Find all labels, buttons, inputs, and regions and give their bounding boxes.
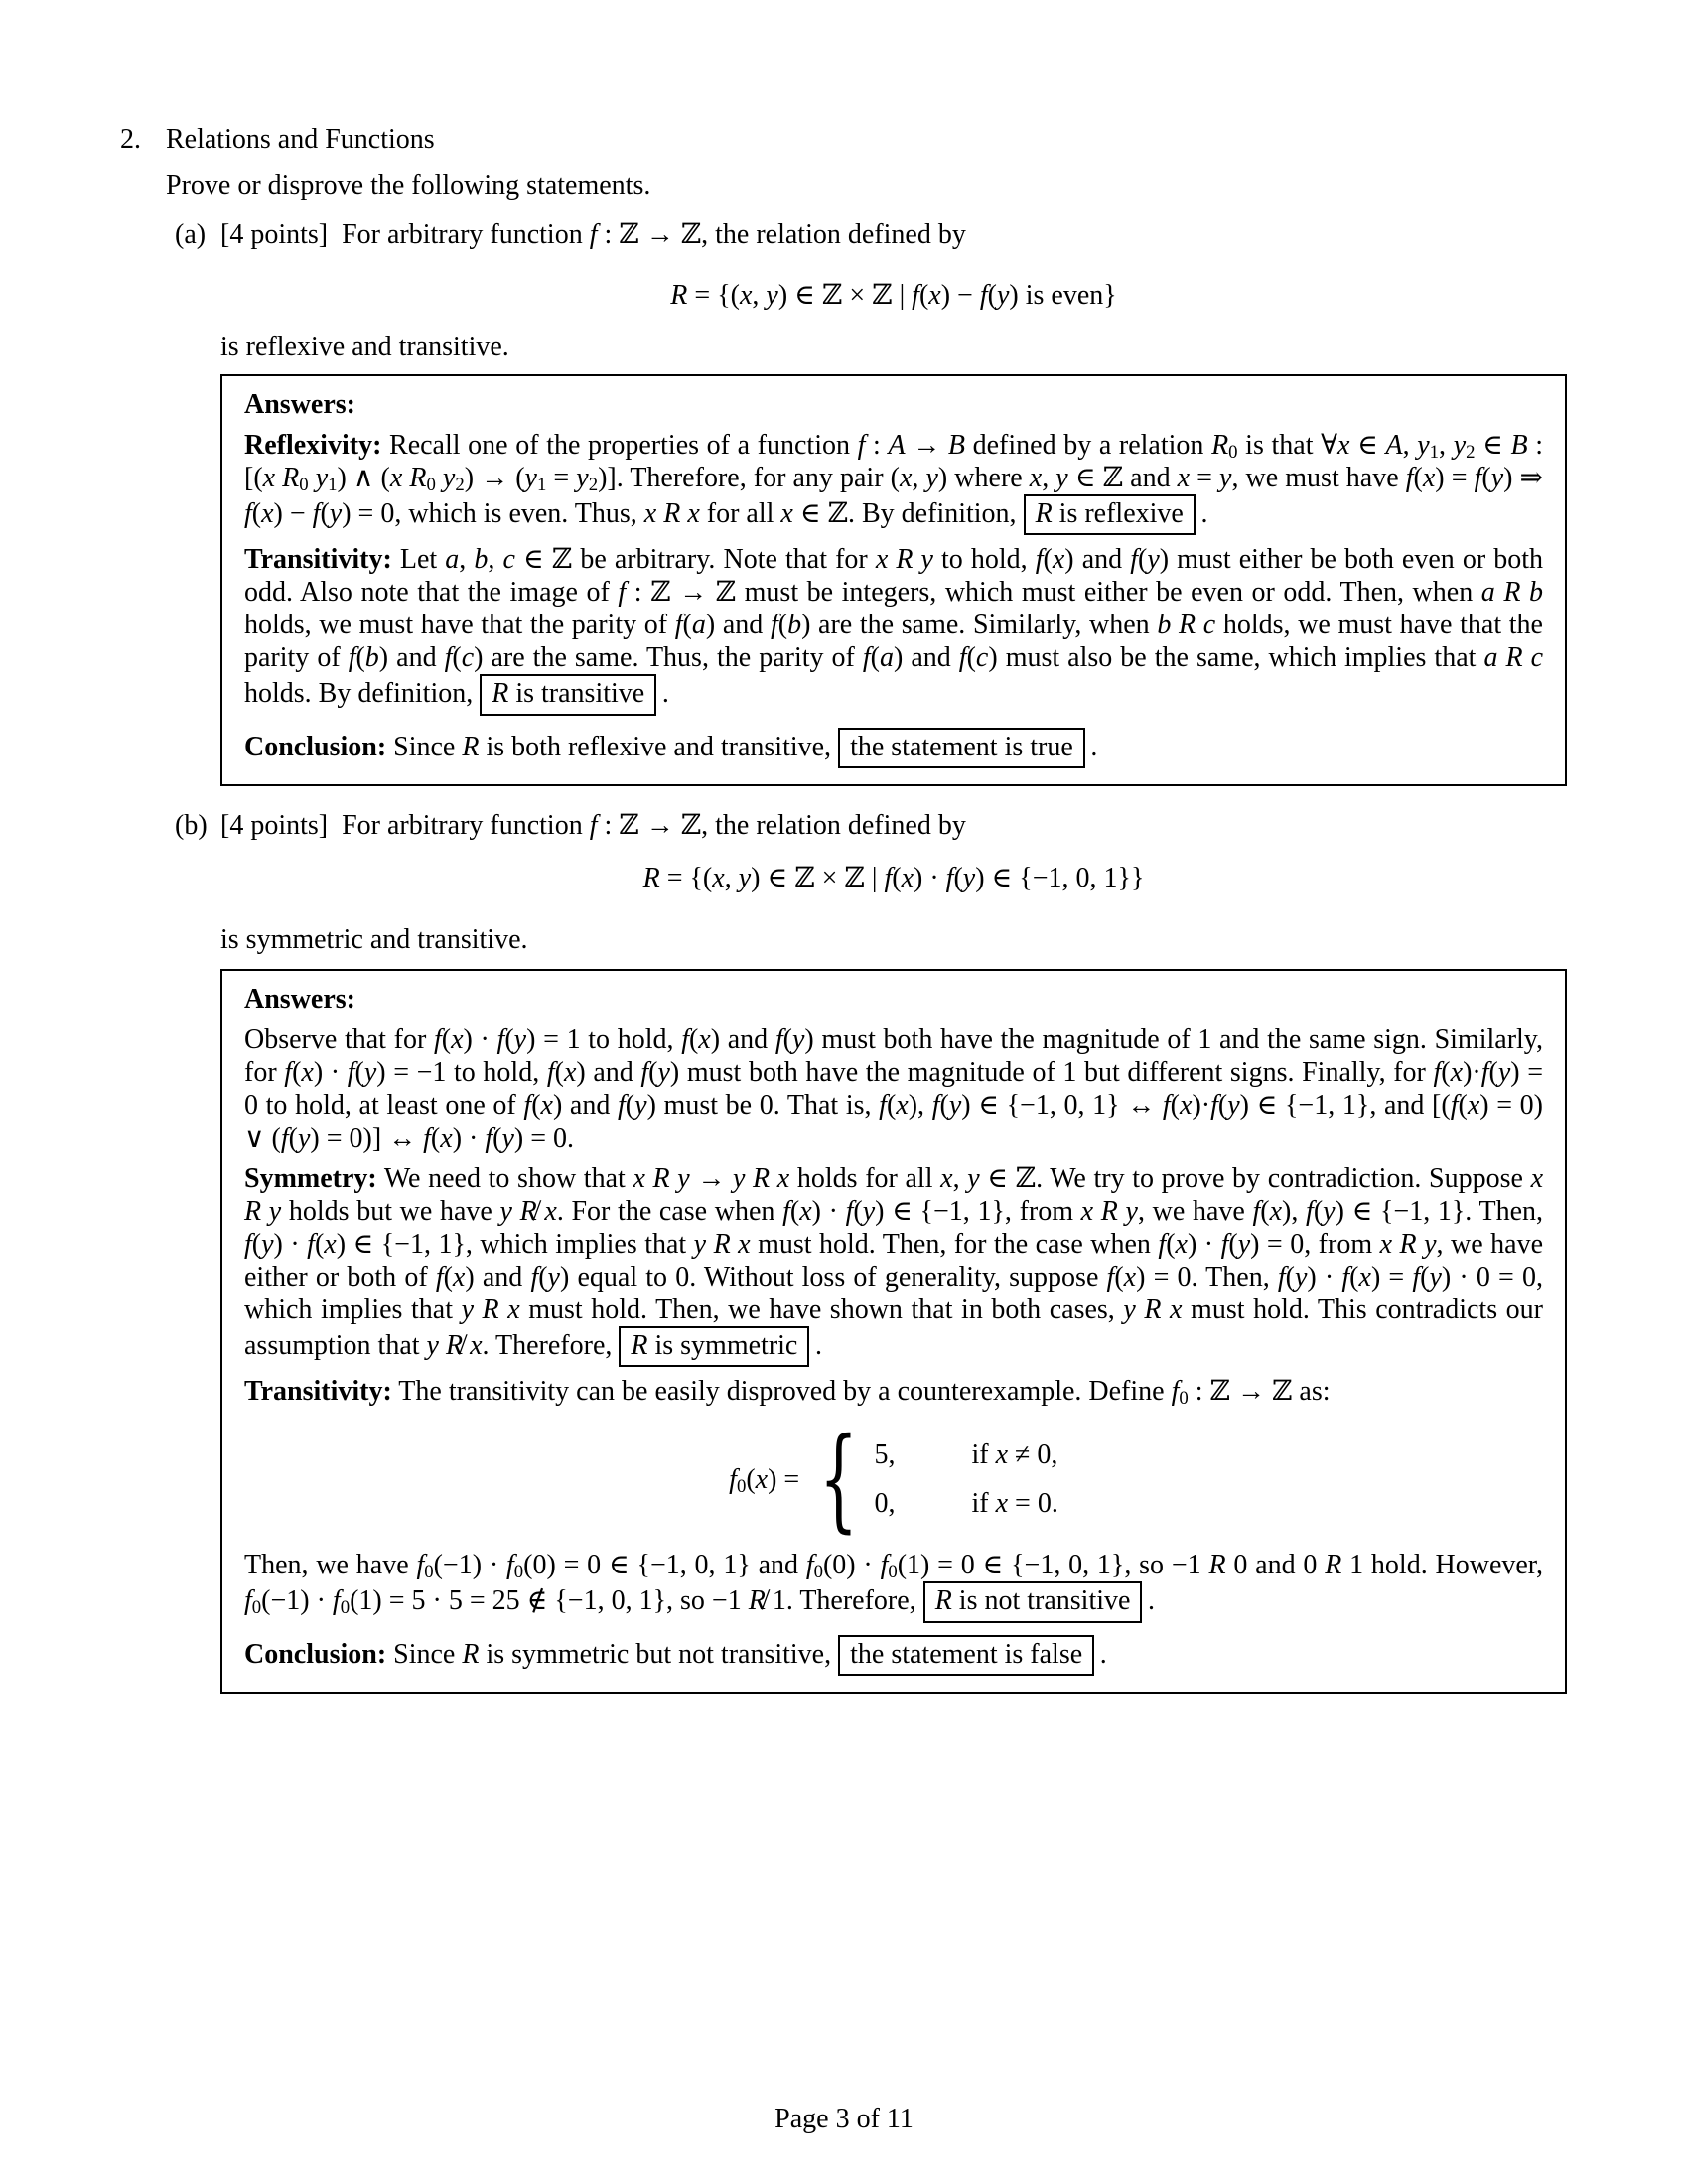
part-a-relation-equation: R = {(x, y) ∈ ℤ × ℤ | f(x) − f(y) is even}	[670, 280, 1117, 311]
part-b-conclusion-paragraph: Conclusion: Since R is symmetric but not transitive, the statement is false .	[244, 1635, 1543, 1676]
part-b-relation-equation: R = {(x, y) ∈ ℤ × ℤ | f(x) · f(y) ∈ {−1, 0, 1}}	[642, 863, 1145, 893]
left-brace-glyph: {	[819, 1415, 859, 1545]
problem-intro: Prove or disprove the following statements.	[166, 170, 651, 201]
part-b-symmetry-paragraph: Symmetry: We need to show that x R y → y R x holds for all x, y ∈ ℤ. We try to prove by contradiction. Suppose x R y holds but we have y R̸ x. For the case when f(x) · f(y) ∈ {−1, 1}, from x R y, we have f(x), f(y) ∈ {−1, 1}. Then, f(y) · f(x) ∈ {−1, 1}, which implies that y R x must hold. Then, for the case when f(x) · f(y) = 0, from x R y, we have either or both of f(x) and f(y) equal to 0. Without loss of generality, suppose f(x) = 0. Then, f(y) · f(x) = f(y) · 0 = 0, which implies that y R x must hold. Then, we have shown that in both cases, y R x must hold. This contradicts our assumption that y R̸ x. Therefore, R is symmetric .	[244, 1162, 1543, 1367]
part-a-label: (a)	[175, 219, 207, 250]
part-b-statement: [4 points] For arbitrary function f : ℤ → ℤ, the relation defined by	[220, 810, 966, 841]
boxed-answer-statement-true: the statement is true	[838, 728, 1085, 768]
page-number: Page 3 of 11	[774, 2104, 914, 2134]
problem-number: 2.	[120, 124, 141, 155]
piecewise-function-definition	[244, 1415, 1543, 1545]
problem-title: Relations and Functions	[166, 124, 435, 155]
part-a-transitivity-paragraph: Transitivity: Let a, b, c ∈ ℤ be arbitrary. Note that for x R y to hold, f(x) and f(y) must either be both even or both odd. Also note that the image of f : ℤ → ℤ must be integers, which must either be even or odd. Then, when a R b holds, we must have that the parity of f(a) and f(b) are the same. Similarly, when b R c holds, we must have that the parity of f(b) and f(c) are the same. Thus, the parity of f(a) and f(c) must also be the same, which implies that a R c holds. By definition, R is transitive .	[244, 543, 1543, 715]
piecewise-case-row	[874, 1438, 1057, 1472]
boxed-answer-not-transitive: R is not transitive	[923, 1581, 1143, 1622]
part-b-transitivity-paragraph: Transitivity: The transitivity can be easily disproved by a counterexample. Define $f_0$ : ℤ → ℤ as:	[244, 1376, 1331, 1410]
case-1-condition: if x ≠ 0,	[971, 1438, 1058, 1470]
part-a-property-line: is reflexive and transitive.	[220, 332, 509, 362]
boxed-answer-statement-false: the statement is false	[838, 1635, 1094, 1676]
part-a-statement: [4 points] For arbitrary function f : ℤ → ℤ, the relation defined by	[220, 219, 966, 250]
piecewise-case-row	[874, 1487, 1057, 1521]
part-a-answers-heading: Answers:	[244, 389, 355, 420]
part-a-answer-box	[220, 374, 1567, 786]
boxed-answer-transitive: R is transitive	[480, 674, 656, 715]
part-b-statement-line	[175, 809, 1569, 842]
piecewise-cases	[874, 1438, 1057, 1521]
part-b-answer-box	[220, 969, 1567, 1694]
boxed-answer-symmetric: R is symmetric	[619, 1326, 809, 1367]
case-2-value: 0,	[874, 1487, 896, 1519]
part-a-statement-line	[175, 218, 1569, 251]
piecewise-lhs: $f_0(x)$ =	[729, 1463, 800, 1497]
part-b-observe-paragraph: Observe that for f(x) · f(y) = 1 to hold, f(x) and f(y) must both have the magnitude of 1 and the same sign. Similarly, for f(x) · f(y) = −1 to hold, f(x) and f(y) must both have the magnitude of 1 but different signs. Finally, for f(x)·f(y) = 0 to hold, at least one of f(x) and f(y) must be 0. That is, f(x), f(y) ∈ {−1, 0, 1} ↔ f(x)·f(y) ∈ {−1, 1}, and [(f(x) = 0) ∨ (f(y) = 0)] ↔ f(x) · f(y) = 0.	[244, 1024, 1543, 1154]
case-1-value: 5,	[874, 1438, 896, 1470]
part-a-conclusion-paragraph: Conclusion: Since R is both reflexive and transitive, the statement is true .	[244, 728, 1543, 768]
part-b-label: (b)	[175, 810, 208, 841]
part-b-answers-heading: Answers:	[244, 984, 355, 1015]
case-2-condition: if x = 0.	[971, 1487, 1058, 1519]
part-a-reflexivity-paragraph: Reflexivity: Recall one of the properties of a function f : A → B defined by a relation $R_0$ is that ∀x ∈ A, $y_1$, $y_2$ ∈ B : [(x $R_0$ $y_1$) ∧ (x $R_0$ $y_2) \to (y_1 = y_2)$]. Therefore, for any pair (x, y) where x, y ∈ ℤ and x = y, we must have f(x) = f(y) ⇒ f(x) − f(y) = 0, which is even. Thus, x R x for all x ∈ ℤ. By definition, R is reflexive .	[244, 429, 1543, 535]
boxed-answer-reflexive: R is reflexive	[1024, 494, 1196, 535]
part-b-counterexample-paragraph: Then, we have $f_0(-1) \cdot f_0(0) = 0$ ∈ {−1, 0, 1} and $f_0(0) \cdot f_0(1) = 0$ ∈ {−1, 0, 1}, so −1 R 0 and 0 R 1 hold. However, $f_0(-1) \cdot f_0(1) = 5 \cdot 5 = 25$ ∉ {−1, 0, 1}, so −1 R̸ 1. Therefore, R is not transitive .	[244, 1549, 1543, 1622]
part-b-property-line: is symmetric and transitive.	[220, 924, 528, 955]
